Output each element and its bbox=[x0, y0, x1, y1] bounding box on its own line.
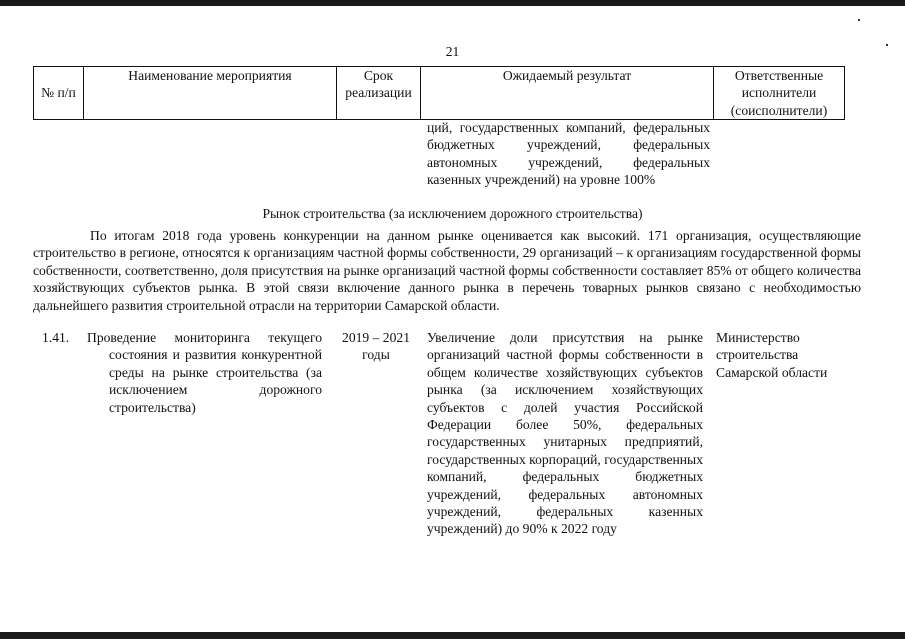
row-term: 2019 – 2021 годы bbox=[342, 330, 410, 363]
row-name-cell bbox=[82, 329, 322, 416]
header-result: Ожидаемый результат bbox=[421, 67, 714, 120]
row-result: Увеличение доли присутствия на рынке организаций частной формы собственности в общем количестве хозяйствующих субъектов рынка (за исключением хозяйствующих субъектов с долей участия Российской Федерации более 50%, федеральных государственных унитарных предприятий, государственных корпораций, государственных компаний, федеральных бюджетных учреждений, федеральных автономных учреждений, федеральных казенных учреждений) до 90% к 2022 году bbox=[427, 330, 703, 537]
table-header bbox=[33, 66, 845, 120]
header-term: Срок реализации bbox=[337, 67, 421, 120]
row-name: Проведение мониторинга текущего состояния и развития конкурентной среды на рынке строительства (за исключением дорожного строительства) bbox=[87, 330, 322, 415]
section-paragraph: По итогам 2018 года уровень конкуренции на данном рынке оценивается как высокий. 171 организация, осуществляющие строительство в регионе, относятся к организациям частной формы собственности, 29 организаций – к организациям государственной формы собственности, соответственно, доля присутствия на рынке организаций частной формы собственности составляет 85% от общего количества хозяйствующих субъектов рынка. В этой связи включение данного рынка в перечень товарных рынков связано с необходимостью дальнейшего развития строительной отрасли на территории Самарской области. bbox=[33, 228, 861, 313]
top-scan-border bbox=[0, 0, 905, 6]
scan-speck bbox=[858, 19, 860, 21]
row-executor: Министерство строительства Самарской области bbox=[716, 330, 828, 380]
section-title: Рынок строительства (за исключением дорожного строительства) bbox=[262, 206, 643, 221]
bottom-scan-border bbox=[0, 632, 905, 639]
result-continuation: ций, государственных компаний, федеральных бюджетных учреждений, федеральных автономных учреждений, федеральных казенных учреждений) на уровне 100% bbox=[427, 120, 710, 188]
row-number: 1.41. bbox=[42, 330, 70, 345]
header-executors: Ответственные исполнители (соисполнители) bbox=[714, 67, 845, 120]
header-number: № п/п bbox=[34, 67, 84, 120]
page-number: 21 bbox=[445, 44, 460, 59]
header-name: Наименование мероприятия bbox=[84, 67, 337, 120]
